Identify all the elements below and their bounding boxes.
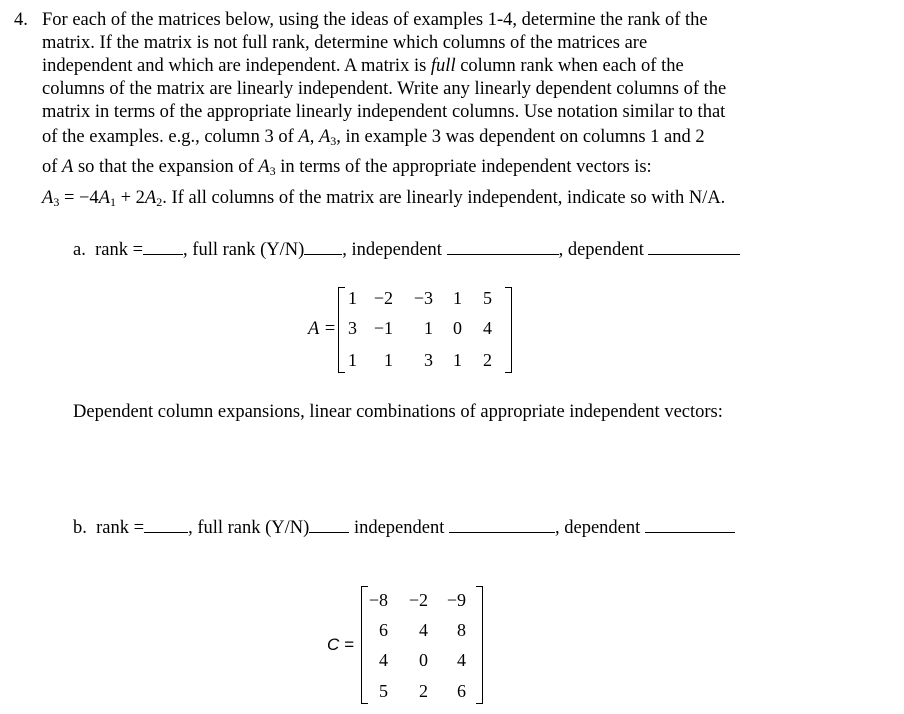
problem-text-line-4: columns of the matrix are linearly independent. Write any linearly dependent columns of the [42, 79, 727, 99]
matrix-c-cell: −9 [446, 590, 466, 610]
part-a-rank-label: rank = [95, 240, 144, 260]
part-a-independent-label: , independent [342, 240, 442, 260]
matrix-a-cell: 4 [483, 318, 492, 338]
matrix-a-cell: 2 [483, 350, 492, 370]
part-b-independent-label: independent [353, 518, 445, 538]
matrix-c-cell: 4 [457, 650, 466, 670]
part-a-label: a. [73, 240, 86, 260]
part-b-independent-blank[interactable] [449, 517, 555, 533]
problem-text-line-1: For each of the matrices below, using the ideas of examples 1-4, determine the rank of the [42, 10, 708, 30]
matrix-c-cell: −2 [408, 590, 428, 610]
part-a-row [73, 239, 740, 261]
problem-text-line-5: matrix in terms of the appropriate linearly independent columns. Use notation similar to that [42, 102, 726, 122]
part-a-full-rank-blank[interactable] [304, 239, 342, 255]
part-b-rank-label: rank = [96, 518, 145, 538]
problem-text-line-3: independent and which are independent. A matrix is full column rank when each of the [42, 56, 684, 76]
problem-text-line-6: of the examples. e.g., column 3 of A, $A_3$, in example 3 was dependent on columns 1 and 2 [42, 127, 705, 148]
matrix-a-name: A = [308, 319, 337, 339]
part-b-rank-blank[interactable] [144, 517, 188, 533]
matrix-a-cell: 1 [453, 350, 462, 370]
matrix-a-cell: −2 [373, 288, 393, 308]
part-a-dependent-label: , dependent [558, 240, 644, 260]
matrix-a-cell: 0 [453, 318, 462, 338]
part-b-dependent-blank[interactable] [645, 517, 735, 533]
part-b-label: b. [73, 518, 87, 538]
matrix-a-cell: 1 [424, 318, 433, 338]
matrix-a-cell: −3 [413, 288, 433, 308]
matrix-c-name: C = [327, 635, 354, 654]
part-b-row [73, 517, 735, 539]
matrix-c-cell: 2 [419, 681, 428, 701]
matrix-c-cell: 5 [379, 681, 388, 701]
matrix-c-right-bracket [476, 586, 483, 704]
part-a-rank-blank[interactable] [143, 239, 183, 255]
part-b-full-rank-blank[interactable] [309, 517, 349, 533]
part-b-dependent-label: , dependent [554, 518, 641, 538]
matrix-c-cell: 0 [419, 650, 428, 670]
problem-text-line-7: of A so that the expansion of $A_3$ in terms of the appropriate independent vectors is: [42, 157, 652, 178]
part-a-expansions-label: Dependent column expansions, linear combinations of appropriate independent vectors: [73, 402, 723, 422]
part-b-full-rank-label: , full rank (Y/N) [188, 518, 310, 538]
matrix-a-cell: 3 [348, 318, 357, 338]
problem-number: 4. [14, 10, 28, 30]
matrix-c-cell: 4 [419, 620, 428, 640]
matrix-a-cell: 1 [348, 350, 357, 370]
matrix-a-cell: 1 [384, 350, 393, 370]
problem-text-line-8: $A_3 = -4A_1 + 2A_2$. If all columns of the matrix are linearly independent, indicate so with N/A. [42, 188, 726, 209]
matrix-a-cell: 1 [453, 288, 462, 308]
problem-text-line-2: matrix. If the matrix is not full rank, determine which columns of the matrices are [42, 33, 648, 53]
matrix-c-cell: 4 [379, 650, 388, 670]
matrix-c-cell: 6 [379, 620, 388, 640]
matrix-c-cell: 6 [457, 681, 466, 701]
part-a-full-rank-label: , full rank (Y/N) [183, 240, 305, 260]
part-a-independent-blank[interactable] [447, 239, 559, 255]
matrix-a-cell: 3 [424, 350, 433, 370]
matrix-c-cell: −8 [368, 590, 388, 610]
matrix-a-cell: 5 [483, 288, 492, 308]
part-a-dependent-blank[interactable] [648, 239, 740, 255]
matrix-a-right-bracket [505, 287, 512, 373]
matrix-c-cell: 8 [457, 620, 466, 640]
matrix-a-cell: −1 [373, 318, 393, 338]
matrix-a-cell: 1 [348, 288, 357, 308]
